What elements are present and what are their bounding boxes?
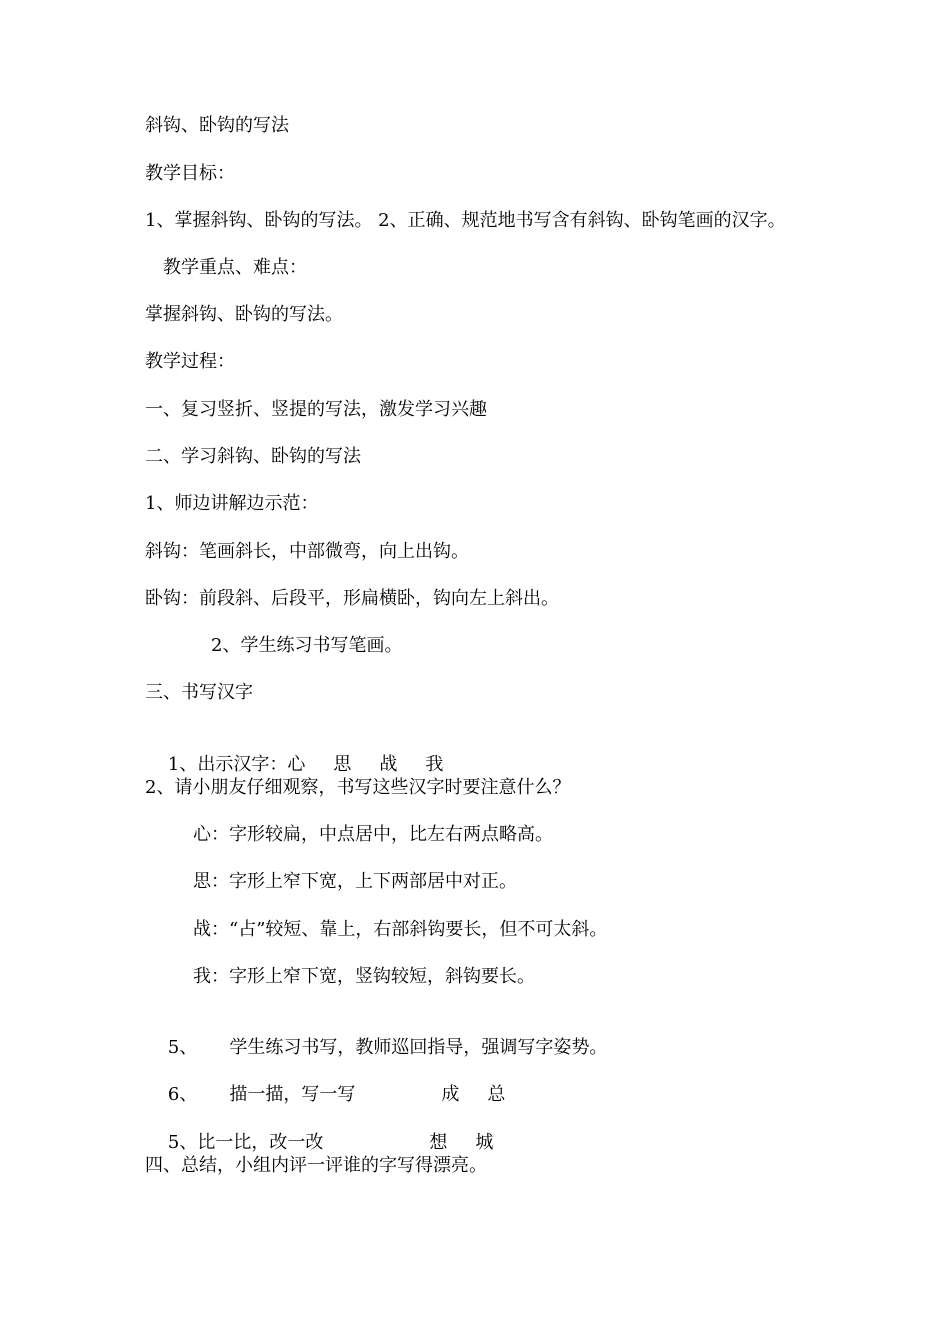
objectives-line: 1、掌握斜钩、卧钩的写法。 2、正确、规范地书写含有斜钩、卧钩笔画的汉字。 [145, 210, 786, 231]
step-2-2: 2、学生练习书写笔画。 [211, 635, 403, 656]
step-1: 一、复习竖折、竖提的写法，激发学习兴趣 [145, 399, 487, 420]
xiegou-description: 斜钩：笔画斜长，中部微弯，向上出钩。 [145, 541, 469, 562]
char-xin: 心 [287, 754, 306, 775]
char-si: 思 [333, 754, 352, 775]
observe-question: 2、请小朋友仔细观察，书写这些汉字时要注意什么？ [145, 777, 571, 798]
step-4: 四、总结，小组内评一评谁的字写得漂亮。 [145, 1155, 487, 1176]
wogou-description: 卧钩：前段斜、后段平，形扁横卧，钩向左上斜出。 [145, 588, 559, 609]
compare-char-cheng: 城 [475, 1132, 494, 1153]
process-heading: 教学过程： [145, 351, 235, 372]
step-2: 二、学习斜钩、卧钩的写法 [145, 446, 361, 467]
char-wo: 我 [425, 754, 444, 775]
note-xin: 心：字形较扁，中点居中，比左右两点略高。 [193, 824, 553, 845]
note-si: 思：字形上窄下宽，上下两部居中对正。 [193, 871, 517, 892]
keypoints-text: 掌握斜钩、卧钩的写法。 [145, 304, 343, 325]
keypoints-heading: 教学重点、难点： [163, 257, 307, 278]
note-wo: 我：字形上窄下宽，竖钩较短，斜钩要长。 [193, 966, 535, 987]
trace-text: 描一描，写一写 [229, 1084, 356, 1105]
practice-number: 5、 [167, 1037, 198, 1058]
step-3: 三、书写汉字 [145, 682, 253, 703]
char-zhan: 战 [379, 754, 398, 775]
compare-text: 5、比一比，改一改 [167, 1132, 324, 1153]
document-title: 斜钩、卧钩的写法 [145, 115, 289, 136]
objectives-heading: 教学目标： [145, 163, 235, 184]
trace-number: 6、 [167, 1084, 198, 1105]
compare-char-xiang: 想 [429, 1132, 448, 1153]
step-2-1: 1、师边讲解边示范： [145, 493, 319, 514]
trace-char-cheng: 成 [441, 1084, 460, 1105]
practice-text: 学生练习书写，教师巡回指导，强调写字姿势。 [229, 1037, 608, 1058]
note-zhan: 战：“占”较短、靠上，右部斜钩要长，但不可太斜。 [193, 919, 608, 940]
show-chars-label: 1、出示汉字： [167, 754, 288, 775]
trace-char-zong: 总 [487, 1084, 506, 1105]
